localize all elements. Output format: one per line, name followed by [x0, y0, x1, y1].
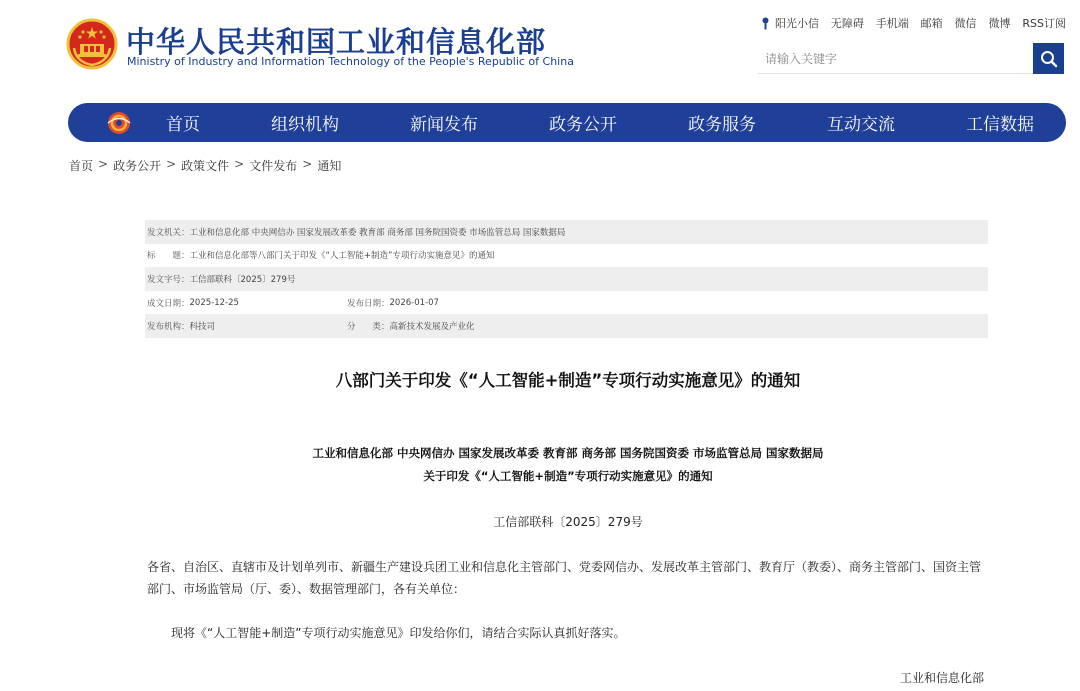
- meta-row-title: [145, 244, 988, 268]
- article-title: 八部门关于印发《“人工智能+制造”专项行动实施意见》的通知: [335, 371, 801, 390]
- article-signature: 工业和信息化部: [900, 671, 985, 685]
- category-value: 高新技术发展及产业化: [389, 322, 475, 333]
- publish-date-label: 发布日期：: [347, 298, 390, 309]
- meta-row-issuer: [145, 220, 988, 244]
- breadcrumb-separator: >: [166, 157, 177, 171]
- email-link[interactable]: 邮箱: [920, 17, 943, 30]
- nav-item-data[interactable]: 工信数据: [966, 115, 1034, 135]
- nav-item-services[interactable]: 政务服务: [688, 115, 756, 135]
- article-recipients: 各省、自治区、直辖市及计划单列市、新疆生产建设兵团工业和信息化主管部门、党委网信办、发展改革主管部门、教育厅（教委）、商务主管部门、国资主管部门、市场监管局（厅、委）、数据管理部门，各有关单位：: [147, 560, 982, 596]
- site-header: [0, 0, 1080, 100]
- wechat-link[interactable]: 微信: [954, 17, 977, 30]
- nav-item-government-affairs[interactable]: 政务公开: [549, 115, 617, 135]
- nav-item-news[interactable]: 新闻发布: [410, 115, 478, 135]
- publish-date-value: 2026-01-07: [389, 297, 439, 308]
- meta-row-dates: [145, 291, 988, 315]
- sunshine-link[interactable]: [760, 15, 819, 31]
- article-issuers: 工业和信息化部 中央网信办 国家发展改革委 教育部 商务部 国务院国资委 市场监管总局 国家数据局: [312, 446, 824, 460]
- breadcrumb-government-affairs[interactable]: 政务公开: [113, 159, 162, 173]
- nav-item-home[interactable]: 首页: [166, 115, 200, 135]
- org-label: 发布机构：: [147, 322, 190, 333]
- main-nav: [68, 103, 1066, 142]
- breadcrumb-notice[interactable]: 通知: [317, 159, 342, 173]
- nav-item-organization[interactable]: 组织机构: [271, 115, 339, 135]
- title-label: 标 题：: [147, 251, 190, 262]
- written-date-label: 成文日期：: [147, 298, 190, 309]
- docno-value: 工信部联科〔2025〕279号: [189, 274, 296, 285]
- org-cell: [147, 320, 347, 332]
- sunshine-label: 阳光小信: [775, 17, 819, 30]
- search-input[interactable]: [758, 43, 1032, 74]
- org-value: 科技司: [189, 322, 216, 333]
- article-body: 现将《“人工智能+制造”专项行动实施意见》印发给你们，请结合实际认真抓好落实。: [171, 626, 626, 640]
- document-metadata: [145, 220, 988, 338]
- national-emblem-icon: [66, 18, 118, 70]
- miit-logo-icon: [106, 110, 132, 136]
- issuer-value: 工业和信息化部 中央网信办 国家发展改革委 教育部 商务部 国务院国资委 市场监管总局 国家数据局: [189, 227, 566, 238]
- category-label: 分 类：: [347, 322, 390, 333]
- publish-date-cell: [347, 297, 439, 309]
- breadcrumb-home[interactable]: 首页: [69, 159, 94, 173]
- article-subtitle: 关于印发《“人工智能+制造”专项行动实施意见》的通知: [423, 469, 713, 483]
- mobile-link[interactable]: 手机端: [875, 17, 909, 30]
- weibo-link[interactable]: 微博: [988, 17, 1011, 30]
- title-value: 工业和信息化部等八部门关于印发《“人工智能+制造”专项行动实施意见》的通知: [189, 251, 495, 262]
- meta-row-org: [145, 314, 988, 338]
- written-date-value: 2025-12-25: [189, 297, 239, 308]
- written-date-cell: [147, 297, 347, 309]
- category-cell: [347, 320, 475, 332]
- rss-link[interactable]: RSS订阅: [1022, 17, 1066, 30]
- breadcrumb-separator: >: [98, 157, 109, 171]
- breadcrumb-document-release[interactable]: 文件发布: [249, 159, 298, 173]
- breadcrumb: [69, 157, 341, 174]
- top-links: [760, 15, 1066, 31]
- meta-row-docno: [145, 267, 988, 291]
- search-button[interactable]: [1033, 43, 1064, 74]
- search-box: [758, 43, 1064, 74]
- breadcrumb-policy-documents[interactable]: 政策文件: [181, 159, 230, 173]
- site-subtitle: Ministry of Industry and Information Technology of the People's Republic of China: [127, 55, 574, 68]
- site-title: 中华人民共和国工业和信息化部: [126, 25, 547, 59]
- article-docno: 工信部联科〔2025〕279号: [493, 515, 643, 529]
- sunshine-icon: [760, 16, 771, 30]
- docno-label: 发文字号：: [147, 274, 190, 285]
- nav-items: [166, 103, 1034, 142]
- nav-item-interaction[interactable]: 互动交流: [827, 115, 895, 135]
- breadcrumb-separator: >: [234, 157, 245, 171]
- issuer-label: 发文机关：: [147, 227, 190, 238]
- search-icon: [1040, 50, 1058, 68]
- accessibility-link[interactable]: 无障碍: [830, 17, 864, 30]
- breadcrumb-separator: >: [302, 157, 313, 171]
